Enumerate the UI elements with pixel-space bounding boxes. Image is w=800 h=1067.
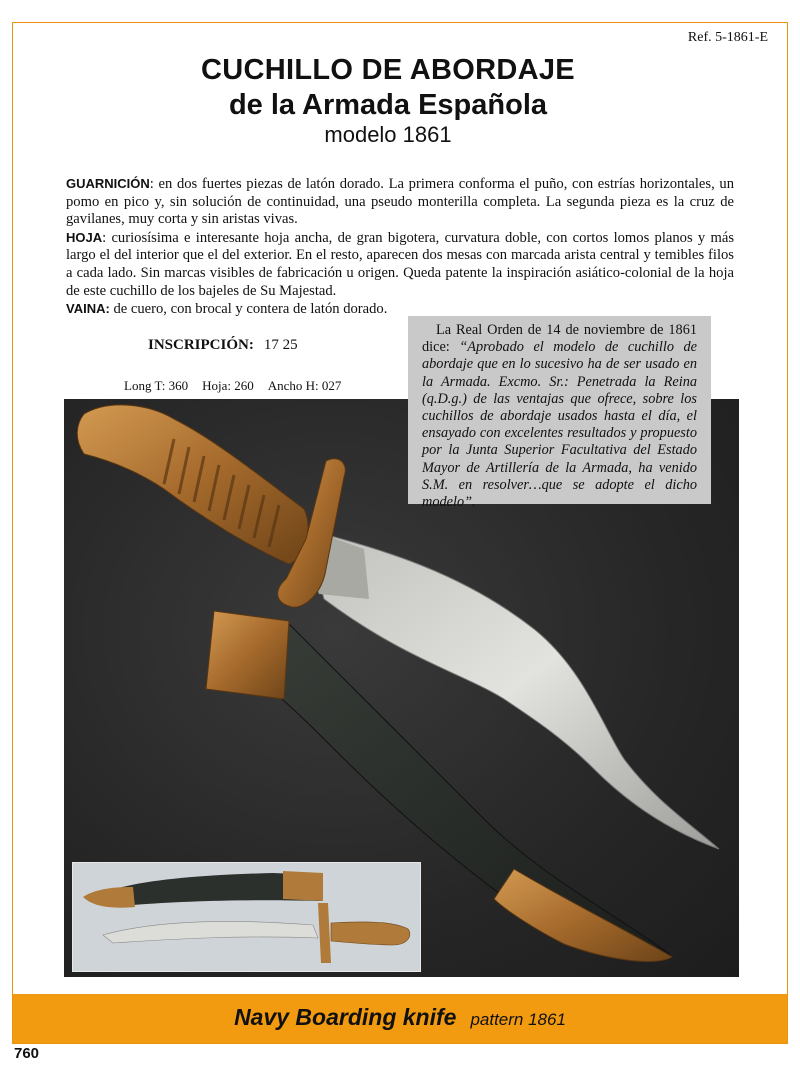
scabbard-throat [206,611,289,699]
dimension-length: Long T: 360 [124,378,189,393]
vaina-label: VAINA: [66,301,110,317]
inset-photo [72,862,421,972]
guarnicion-label: GUARNICIÓN [66,176,150,191]
hoja-paragraph [66,229,734,300]
quote-paragraph [422,322,697,511]
inscription-value: 17 25 [263,337,298,353]
guarnicion-text: : en dos fuertes piezas de latón dorado. La primera conforma el puño, con estrías horizontales, un pomo en pico y, sin solución de continuidad, una pseudo monterilla completa. La segunda pieza es la cruz de gavilanes, muy corta y sin aristas vivas. [66,176,734,228]
inset-scabbard-tip [83,887,135,908]
inset-blade [103,921,318,943]
hoja-label: HOJA [66,229,103,245]
vaina-text: de cuero, con brocal y contera de latón dorado. [109,301,388,318]
page-title-line2: de la Armada Española [228,89,548,121]
quote-intro: La Real Orden de 14 de noviembre de 1861 dice: [422,322,697,356]
scabbard-chape [494,869,672,961]
page-title: CUCHILLO DE ABORDAJE [201,54,575,86]
quote-text: “Aprobado el modelo de cuchillo de abordaje que en lo sucesivo ha de ser usado en la Armada. Excmo. Sr.: Penetrada la Reina (q.D.g.) de las ventajas que ofrece, sobre los cuchillos de abordaje usados hasta el día, el ensayado con excelentes resultados y propuesto por la Junta Superior Facultativa del Estado Mayor de Artillería de la Armada, ha venido S.M. en resolver…que se adopte el dicho modelo”. [422,339,697,511]
hoja-text: : curiosísima e interesante hoja ancha, de gran bigotera, curvatura doble, con cortos lomos planos y más largo el del interior que el del exterior. En el resto, aparecen dos mesas con marcada arista central y temibles filos a cada lado. Sin marcas visibles de fabricación u origen. Queda patente la inspiración asiático-colonial de la hoja de este cuchillo de los bajeles de Su Majestad. [66,229,734,299]
page-number: 760 [14,1045,40,1062]
english-title: Navy Boarding knife [234,1004,457,1030]
inset-knife-illustration [73,863,420,971]
pattern-label: pattern 1861 [470,1010,566,1029]
footer-banner [13,994,787,1043]
guarnicion-paragraph [66,175,734,229]
inscription [148,337,298,354]
inset-crossguard [318,903,331,963]
description-block [66,175,734,319]
dimension-blade: Hoja: 260 [202,378,254,393]
dimensions [124,378,355,394]
reference-code: Ref. 5-1861-E [687,30,768,45]
dimension-width: Ancho H: 027 [267,378,342,393]
inscription-label: INSCRIPCIÓN: [148,337,254,353]
inset-grip [331,922,410,945]
royal-order-quote [408,316,711,511]
page-subtitle: modelo 1861 [324,122,452,147]
inset-scabbard-throat [283,871,323,901]
grip [77,405,308,564]
